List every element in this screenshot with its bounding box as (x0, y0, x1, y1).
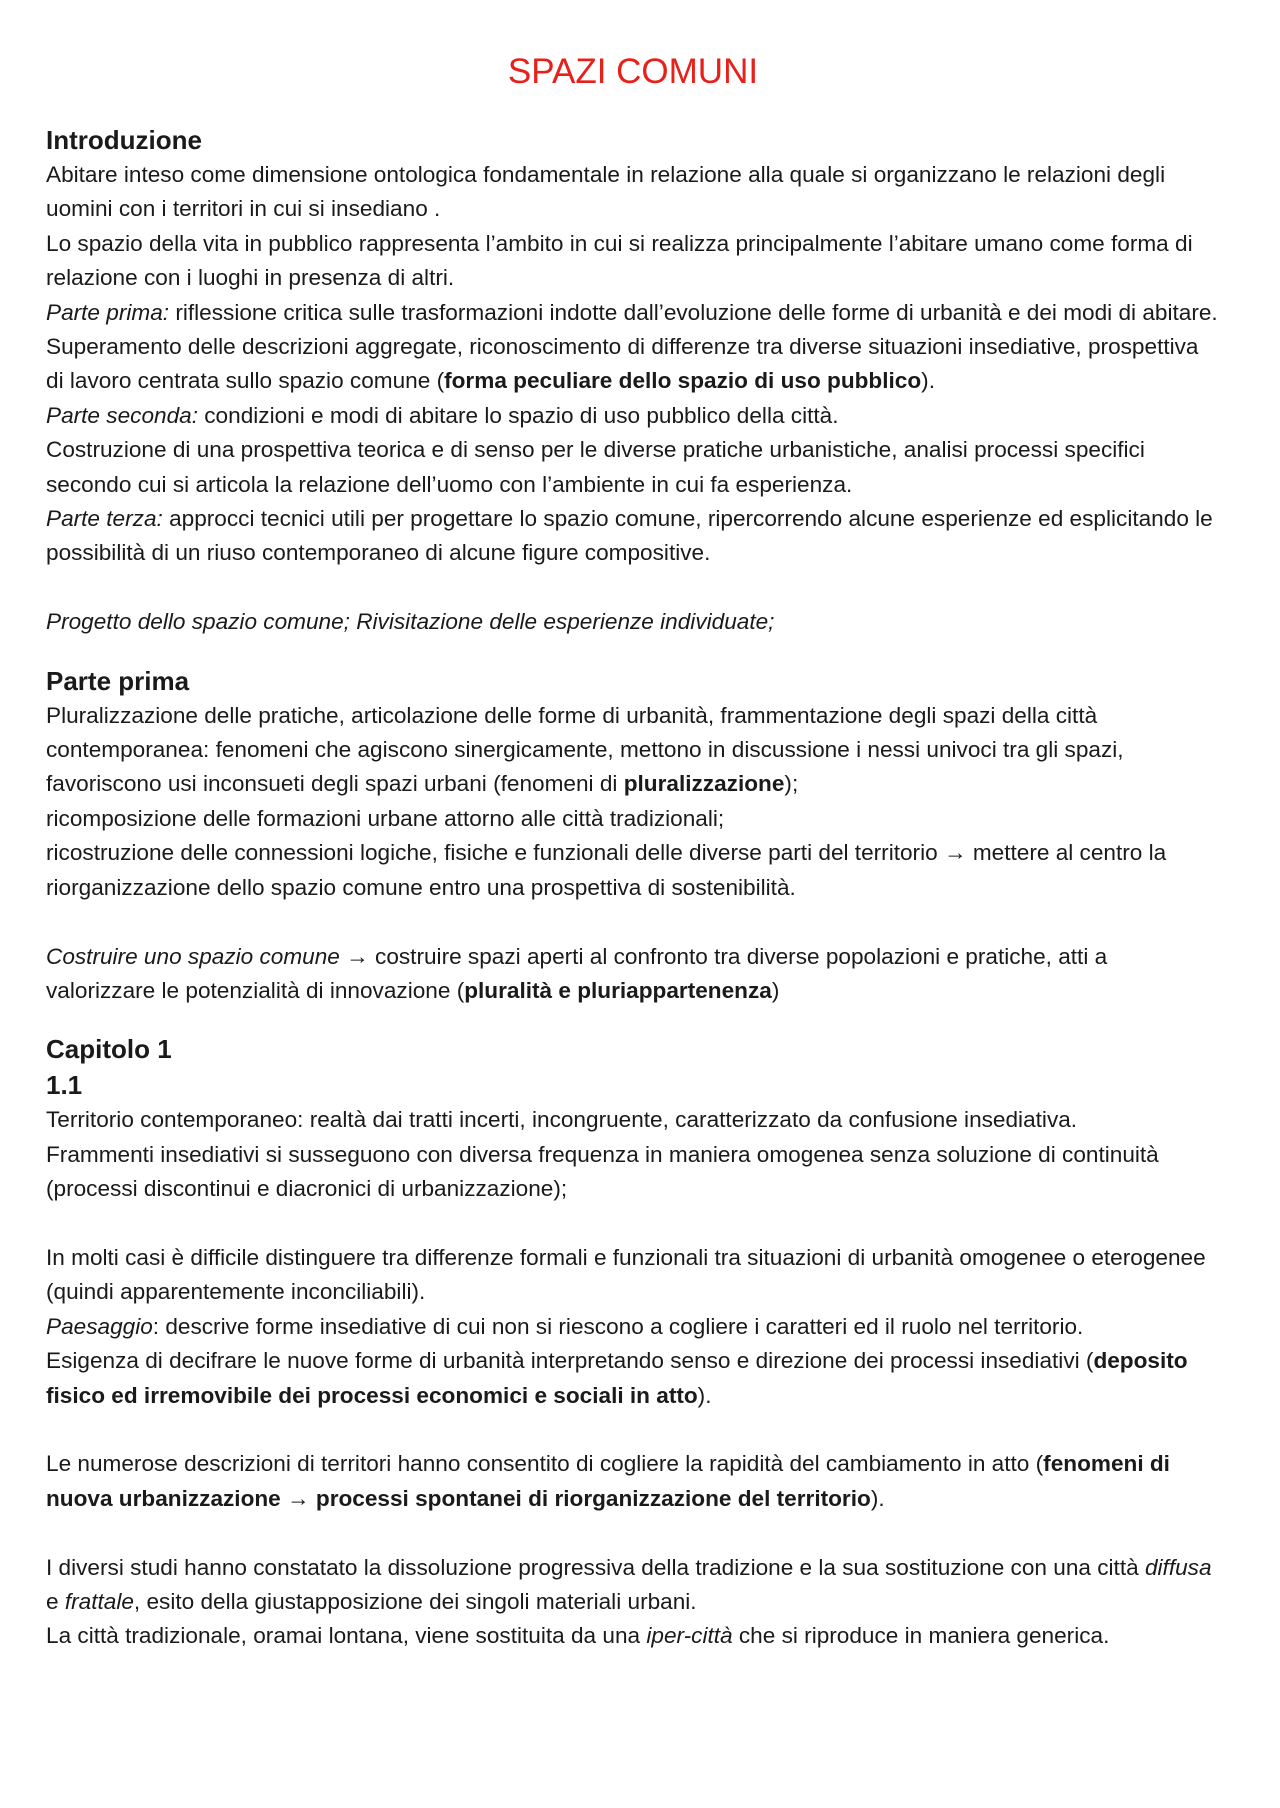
bold-phrase: forma peculiare dello spazio di uso pubblico (444, 368, 922, 394)
paragraph-end: ) (771, 977, 780, 1003)
paragraph-text: I diversi studi hanno constatato la dissoluzione progressiva della tradizione e la sua sostituzione con una città (46, 1554, 1145, 1580)
paragraph-text: Superamento delle descrizioni aggregate, riconoscimento di differenze tra diverse situazioni insediative, prospettiva di lavoro centrata sullo spazio comune ( (46, 334, 1199, 394)
paragraph (46, 399, 1220, 433)
paragraph (46, 940, 1220, 1009)
italic-word: frattale (64, 1588, 134, 1614)
section-introduzione (46, 122, 1220, 640)
spacer (46, 1413, 1220, 1447)
spacer (46, 905, 1220, 939)
paragraph-end: ). (870, 1485, 885, 1511)
paragraph-text: riflessione critica sulle trasformazioni indotte dall’evoluzione delle forme di urbanità e dei modi di abitare. (169, 299, 1218, 325)
paragraph-text: Pluralizzazione delle pratiche, articolazione delle forme di urbanità, frammentazione degli spazi della città contemporanea: fenomeni che agiscono sinergicamente, mettono in discussione i nessi univoci tra gli spazi, favoriscono usi inconsueti degli spazi urbani (fenomeni di (46, 702, 1124, 797)
italic-word: iper-città (646, 1623, 733, 1649)
italic-label: Paesaggio (46, 1313, 153, 1339)
paragraph-end: ); (784, 771, 799, 797)
paragraph: ricomposizione delle formazioni urbane attorno alle città tradizionali; (46, 805, 725, 831)
paragraph (46, 699, 1220, 802)
paragraph: Territorio contemporaneo: realtà dai tratti incerti, incongruente, caratterizzato da confusione insediativa. (46, 1107, 1078, 1133)
part-label: Parte prima: (46, 299, 170, 325)
italic-word: diffusa (1144, 1554, 1212, 1580)
document-title: SPAZI COMUNI (507, 52, 759, 91)
paragraph (46, 502, 1220, 571)
paragraph-end: ). (921, 368, 935, 394)
spacer (46, 571, 1220, 605)
paragraph (46, 605, 1220, 639)
part-label: Parte terza: (46, 506, 163, 532)
paragraph (46, 1310, 1220, 1344)
paragraph: ricostruzione delle connessioni logiche, fisiche e funzionali delle diverse parti del territorio → mettere al centro la riorganizzazione dello spazio comune entro una prospettiva di sostenibilità. (46, 840, 1167, 900)
paragraph-text: La città tradizionale, oramai lontana, viene sostituita da una (46, 1623, 647, 1649)
italic-label: Costruire uno spazio comune (46, 943, 340, 969)
paragraph: In molti casi è difficile distinguere tra differenze formali e funzionali tra situazioni di urbanità omogenee o eterogenee (quindi apparentemente inconciliabili). (46, 1244, 1206, 1305)
paragraph: Lo spazio della vita in pubblico rappresenta l’ambito in cui si realizza principalmente l’abitare umano come forma di relazione con i luoghi in presenza di altri. (46, 230, 1193, 291)
spacer (46, 1008, 1220, 1031)
bold-phrase: deposito fisico ed irremovibile dei processi economici e sociali in atto (46, 1348, 1188, 1408)
paragraph-text: approcci tecnici utili per progettare lo spazio comune, ripercorrendo alcune esperienze ed esplicitando le possibilità di un riuso contemporaneo di alcune figure compositive. (46, 506, 1213, 566)
part-label: Parte seconda: (46, 402, 198, 428)
spacer (46, 640, 1220, 663)
italic-line: Progetto dello spazio comune; Rivisitazione delle esperienze individuate; (46, 609, 775, 635)
paragraph: Abitare inteso come dimensione ontologica fondamentale in relazione alla quale si organizzano le relazioni degli uomini con i territori in cui si insediano . (46, 162, 1166, 222)
spacer (46, 1207, 1220, 1241)
paragraph (46, 1447, 1220, 1516)
paragraph-text: : descrive forme insediative di cui non si riescono a cogliere i caratteri ed il ruolo nel territorio. (152, 1313, 1084, 1339)
paragraph: Frammenti insediativi si susseguono con diversa frequenza in maniera omogenea senza soluzione di continuità (processi discontinui e diacronici di urbanizzazione); (46, 1141, 1159, 1202)
paragraph (46, 1344, 1220, 1413)
paragraph-text: e (46, 1588, 65, 1614)
chapter-heading: Capitolo 1 (46, 1034, 172, 1065)
section-heading: Parte prima (46, 665, 190, 696)
bold-phrase: fenomeni di nuova urbanizzazione → processi spontanei di riorganizzazione del territorio (46, 1451, 1170, 1511)
paragraph-text: condizioni e modi di abitare lo spazio di uso pubblico della città. (197, 402, 839, 428)
paragraph (46, 296, 1220, 330)
paragraph-end: che si riproduce in maniera generica. (732, 1623, 1110, 1649)
paragraph (46, 1551, 1220, 1620)
paragraph: Costruzione di una prospettiva teorica e di senso per le diverse pratiche urbanistiche, analisi processi specifici secondo cui si articola la relazione dell’uomo con l’ambiente in cui fa esperienza. (46, 437, 1145, 497)
bold-phrase: pluralità e pluriappartenenza (464, 977, 772, 1003)
paragraph-text: Esigenza di decifrare le nuove forme di urbanità interpretando senso e direzione dei processi insediativi ( (46, 1348, 1094, 1374)
bold-phrase: pluralizzazione (623, 771, 785, 797)
paragraph (46, 330, 1220, 399)
subsection-heading: 1.1 (46, 1070, 83, 1101)
paragraph-text: → costruire spazi aperti al confronto tra diverse popolazioni e pratiche, atti a valorizzare le potenzialità di innovazione ( (46, 943, 1108, 1003)
paragraph-text: Le numerose descrizioni di territori hanno consentito di cogliere la rapidità del cambiamento in atto ( (46, 1451, 1044, 1477)
section-capitolo-1 (46, 1031, 1220, 1653)
spacer (46, 1516, 1220, 1550)
paragraph (46, 1619, 1220, 1653)
section-heading: Introduzione (46, 125, 202, 155)
paragraph-end: ). (697, 1382, 712, 1408)
section-parte-prima (46, 663, 1220, 1009)
paragraph-end: , esito della giustapposizione dei singoli materiali urbani. (133, 1588, 697, 1614)
